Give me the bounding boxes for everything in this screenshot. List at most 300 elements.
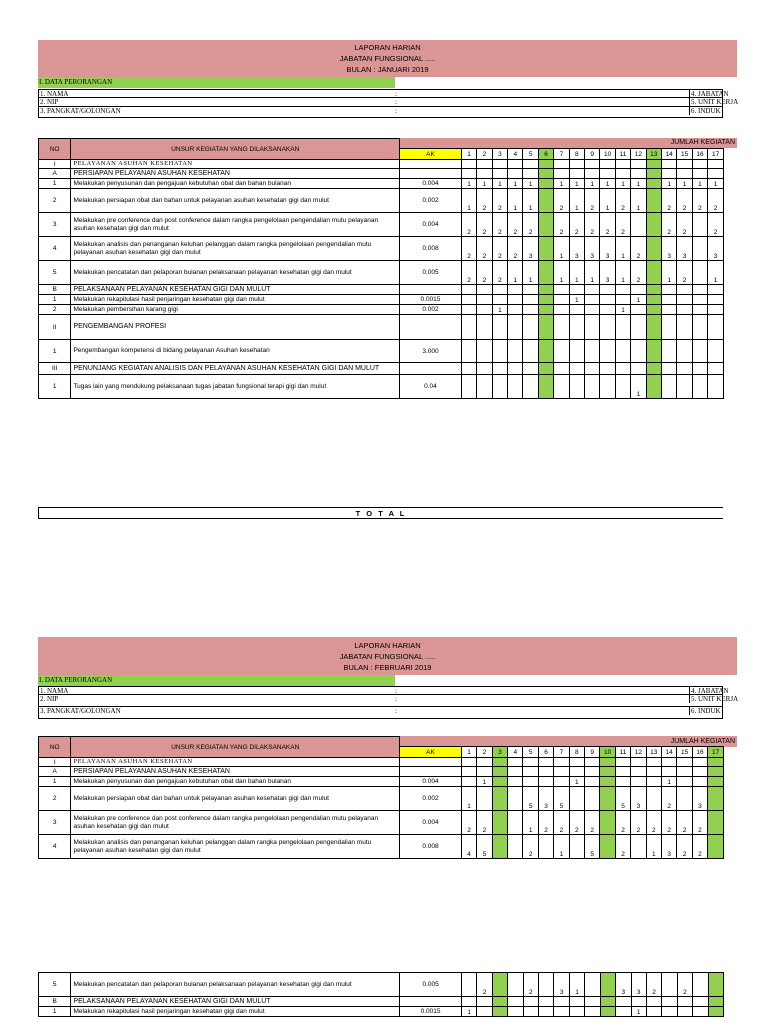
day-count-cell[interactable]: 1 xyxy=(554,237,569,261)
day-count-cell[interactable] xyxy=(523,758,538,767)
day-count-cell[interactable] xyxy=(492,997,507,1007)
day-count-cell[interactable] xyxy=(554,1007,569,1017)
day-count-cell[interactable] xyxy=(462,973,477,997)
day-count-cell[interactable] xyxy=(492,835,507,859)
day-count-cell[interactable]: 1 xyxy=(508,179,523,189)
day-count-cell[interactable]: 1 xyxy=(523,189,538,213)
day-count-cell[interactable]: 1 xyxy=(631,179,646,189)
day-count-cell[interactable] xyxy=(631,213,646,237)
day-count-cell[interactable] xyxy=(615,285,630,295)
day-count-cell[interactable] xyxy=(692,777,707,787)
day-count-cell[interactable] xyxy=(492,777,507,787)
day-count-cell[interactable]: 4 xyxy=(461,835,476,859)
day-count-cell[interactable] xyxy=(585,787,600,811)
day-count-cell[interactable]: 3 xyxy=(554,973,569,997)
day-count-cell[interactable] xyxy=(477,305,492,315)
day-count-cell[interactable] xyxy=(692,295,707,305)
day-count-cell[interactable]: 1 xyxy=(661,179,676,189)
day-count-cell[interactable]: 1 xyxy=(615,179,630,189)
day-count-cell[interactable]: 2 xyxy=(508,213,523,237)
day-count-cell[interactable] xyxy=(461,305,476,315)
day-count-cell[interactable] xyxy=(708,777,724,787)
day-count-cell[interactable]: 1 xyxy=(677,179,692,189)
day-count-cell[interactable] xyxy=(600,787,615,811)
day-count-cell[interactable] xyxy=(677,777,692,787)
day-count-cell[interactable] xyxy=(646,767,661,777)
day-count-cell[interactable]: 2 xyxy=(661,213,676,237)
day-count-cell[interactable] xyxy=(708,375,724,399)
day-count-cell[interactable] xyxy=(477,169,492,179)
day-count-cell[interactable] xyxy=(477,1007,492,1017)
day-count-cell[interactable] xyxy=(538,261,553,285)
day-count-cell[interactable]: 2 xyxy=(677,213,692,237)
day-count-cell[interactable]: 2 xyxy=(569,213,584,237)
day-count-cell[interactable] xyxy=(615,758,630,767)
day-count-cell[interactable] xyxy=(569,305,584,315)
day-count-cell[interactable] xyxy=(461,777,476,787)
day-count-cell[interactable] xyxy=(508,169,523,179)
day-count-cell[interactable]: 3 xyxy=(677,237,692,261)
day-count-cell[interactable] xyxy=(677,285,692,295)
day-count-cell[interactable] xyxy=(569,169,584,179)
day-count-cell[interactable] xyxy=(708,169,724,179)
day-count-cell[interactable] xyxy=(523,295,538,305)
day-count-cell[interactable] xyxy=(646,787,661,811)
day-count-cell[interactable] xyxy=(477,767,492,777)
day-count-cell[interactable] xyxy=(677,305,692,315)
day-count-cell[interactable]: 2 xyxy=(554,189,569,213)
day-count-cell[interactable] xyxy=(631,758,646,767)
day-count-cell[interactable]: 1 xyxy=(461,189,476,213)
day-count-cell[interactable] xyxy=(569,835,584,859)
day-count-cell[interactable] xyxy=(477,375,492,399)
day-count-cell[interactable] xyxy=(461,160,476,169)
day-count-cell[interactable] xyxy=(631,169,646,179)
day-count-cell[interactable] xyxy=(569,375,584,399)
day-count-cell[interactable] xyxy=(693,973,708,997)
day-count-cell[interactable] xyxy=(646,179,661,189)
day-count-cell[interactable]: 2 xyxy=(615,189,630,213)
day-count-cell[interactable]: 2 xyxy=(508,237,523,261)
day-count-cell[interactable] xyxy=(538,179,553,189)
day-count-cell[interactable] xyxy=(600,305,615,315)
day-count-cell[interactable] xyxy=(492,285,507,295)
day-count-cell[interactable]: 2 xyxy=(492,261,507,285)
day-count-cell[interactable] xyxy=(661,758,676,767)
day-count-cell[interactable] xyxy=(692,767,707,777)
day-count-cell[interactable] xyxy=(615,375,630,399)
day-count-cell[interactable] xyxy=(600,835,615,859)
day-count-cell[interactable] xyxy=(569,315,584,340)
day-count-cell[interactable]: 1 xyxy=(585,261,600,285)
day-count-cell[interactable] xyxy=(708,295,724,305)
day-count-cell[interactable] xyxy=(508,767,523,777)
day-count-cell[interactable]: 2 xyxy=(585,213,600,237)
day-count-cell[interactable]: 1 xyxy=(492,179,507,189)
day-count-cell[interactable] xyxy=(523,363,538,375)
day-count-cell[interactable] xyxy=(508,315,523,340)
day-count-cell[interactable]: 2 xyxy=(538,811,553,835)
day-count-cell[interactable] xyxy=(692,213,707,237)
day-count-cell[interactable]: 1 xyxy=(631,189,646,213)
day-count-cell[interactable] xyxy=(646,285,661,295)
day-count-cell[interactable] xyxy=(477,295,492,305)
day-count-cell[interactable]: 2 xyxy=(585,189,600,213)
day-count-cell[interactable]: 2 xyxy=(492,189,507,213)
day-count-cell[interactable] xyxy=(492,363,507,375)
day-count-cell[interactable]: 2 xyxy=(677,835,692,859)
day-count-cell[interactable]: 1 xyxy=(569,295,584,305)
day-count-cell[interactable]: 2 xyxy=(677,811,692,835)
day-count-cell[interactable] xyxy=(708,767,724,777)
day-count-cell[interactable]: 1 xyxy=(692,179,707,189)
day-count-cell[interactable] xyxy=(538,285,553,295)
day-count-cell[interactable] xyxy=(646,375,661,399)
day-count-cell[interactable] xyxy=(538,295,553,305)
day-count-cell[interactable]: 1 xyxy=(631,295,646,305)
day-count-cell[interactable]: 1 xyxy=(631,1007,646,1017)
day-count-cell[interactable] xyxy=(569,340,584,363)
day-count-cell[interactable] xyxy=(692,285,707,295)
day-count-cell[interactable]: 2 xyxy=(661,811,676,835)
day-count-cell[interactable] xyxy=(508,285,523,295)
day-count-cell[interactable]: 2 xyxy=(600,213,615,237)
day-count-cell[interactable]: 2 xyxy=(523,835,538,859)
day-count-cell[interactable] xyxy=(554,295,569,305)
day-count-cell[interactable] xyxy=(569,997,584,1007)
day-count-cell[interactable] xyxy=(523,160,538,169)
day-count-cell[interactable] xyxy=(523,285,538,295)
day-count-cell[interactable] xyxy=(600,285,615,295)
day-count-cell[interactable] xyxy=(708,315,724,340)
day-count-cell[interactable] xyxy=(646,295,661,305)
day-count-cell[interactable] xyxy=(677,997,692,1007)
day-count-cell[interactable]: 1 xyxy=(708,261,724,285)
day-count-cell[interactable] xyxy=(461,340,476,363)
day-count-cell[interactable]: 3 xyxy=(661,835,676,859)
day-count-cell[interactable] xyxy=(661,305,676,315)
day-count-cell[interactable] xyxy=(569,767,584,777)
day-count-cell[interactable] xyxy=(538,835,553,859)
day-count-cell[interactable]: 2 xyxy=(477,973,492,997)
day-count-cell[interactable]: 1 xyxy=(508,261,523,285)
day-count-cell[interactable]: 2 xyxy=(661,787,676,811)
day-count-cell[interactable] xyxy=(708,758,724,767)
day-count-cell[interactable] xyxy=(554,340,569,363)
day-count-cell[interactable]: 1 xyxy=(554,179,569,189)
day-count-cell[interactable]: 1 xyxy=(661,777,676,787)
day-count-cell[interactable] xyxy=(600,169,615,179)
day-count-cell[interactable] xyxy=(508,758,523,767)
day-count-cell[interactable] xyxy=(508,363,523,375)
day-count-cell[interactable] xyxy=(492,315,507,340)
day-count-cell[interactable]: 2 xyxy=(461,261,476,285)
day-count-cell[interactable]: 2 xyxy=(615,835,630,859)
day-count-cell[interactable] xyxy=(646,758,661,767)
day-count-cell[interactable] xyxy=(631,160,646,169)
day-count-cell[interactable] xyxy=(708,997,723,1007)
day-count-cell[interactable] xyxy=(708,1007,723,1017)
day-count-cell[interactable] xyxy=(661,375,676,399)
day-count-cell[interactable]: 1 xyxy=(554,835,569,859)
day-count-cell[interactable] xyxy=(677,758,692,767)
day-count-cell[interactable] xyxy=(646,169,661,179)
day-count-cell[interactable] xyxy=(554,160,569,169)
day-count-cell[interactable] xyxy=(631,340,646,363)
day-count-cell[interactable] xyxy=(554,285,569,295)
day-count-cell[interactable]: 2 xyxy=(461,237,476,261)
day-count-cell[interactable]: 5 xyxy=(615,787,630,811)
day-count-cell[interactable] xyxy=(508,160,523,169)
day-count-cell[interactable] xyxy=(508,340,523,363)
day-count-cell[interactable] xyxy=(538,213,553,237)
day-count-cell[interactable] xyxy=(600,767,615,777)
day-count-cell[interactable] xyxy=(646,997,661,1007)
day-count-cell[interactable]: 2 xyxy=(492,213,507,237)
day-count-cell[interactable] xyxy=(661,363,676,375)
day-count-cell[interactable] xyxy=(461,767,476,777)
day-count-cell[interactable] xyxy=(708,340,724,363)
day-count-cell[interactable]: 2 xyxy=(477,213,492,237)
day-count-cell[interactable] xyxy=(585,295,600,305)
day-count-cell[interactable] xyxy=(677,169,692,179)
day-count-cell[interactable] xyxy=(508,305,523,315)
day-count-cell[interactable] xyxy=(677,340,692,363)
day-count-cell[interactable]: 3 xyxy=(631,787,646,811)
day-count-cell[interactable] xyxy=(615,315,630,340)
day-count-cell[interactable] xyxy=(554,363,569,375)
day-count-cell[interactable] xyxy=(477,340,492,363)
day-count-cell[interactable] xyxy=(461,169,476,179)
day-count-cell[interactable] xyxy=(646,340,661,363)
day-count-cell[interactable]: 1 xyxy=(600,179,615,189)
day-count-cell[interactable] xyxy=(646,1007,661,1017)
day-count-cell[interactable] xyxy=(631,315,646,340)
day-count-cell[interactable]: 1 xyxy=(554,261,569,285)
day-count-cell[interactable]: 3 xyxy=(600,261,615,285)
day-count-cell[interactable] xyxy=(585,305,600,315)
day-count-cell[interactable] xyxy=(585,777,600,787)
day-count-cell[interactable] xyxy=(693,997,708,1007)
day-count-cell[interactable] xyxy=(538,767,553,777)
day-count-cell[interactable] xyxy=(523,340,538,363)
day-count-cell[interactable] xyxy=(600,1007,615,1017)
day-count-cell[interactable] xyxy=(585,363,600,375)
day-count-cell[interactable]: 2 xyxy=(677,261,692,285)
day-count-cell[interactable]: 1 xyxy=(615,237,630,261)
day-count-cell[interactable] xyxy=(661,169,676,179)
day-count-cell[interactable] xyxy=(523,315,538,340)
day-count-cell[interactable]: 2 xyxy=(708,189,724,213)
day-count-cell[interactable] xyxy=(708,811,724,835)
day-count-cell[interactable] xyxy=(692,375,707,399)
day-count-cell[interactable] xyxy=(554,315,569,340)
day-count-cell[interactable] xyxy=(646,315,661,340)
day-count-cell[interactable] xyxy=(538,363,553,375)
day-count-cell[interactable]: 1 xyxy=(569,973,584,997)
day-count-cell[interactable]: 2 xyxy=(523,973,538,997)
day-count-cell[interactable] xyxy=(615,169,630,179)
day-count-cell[interactable] xyxy=(554,375,569,399)
day-count-cell[interactable] xyxy=(477,758,492,767)
day-count-cell[interactable]: 5 xyxy=(523,787,538,811)
day-count-cell[interactable] xyxy=(492,767,507,777)
day-count-cell[interactable] xyxy=(615,340,630,363)
day-count-cell[interactable] xyxy=(600,315,615,340)
day-count-cell[interactable]: 1 xyxy=(523,179,538,189)
day-count-cell[interactable]: 2 xyxy=(523,213,538,237)
day-count-cell[interactable] xyxy=(646,213,661,237)
day-count-cell[interactable] xyxy=(661,295,676,305)
day-count-cell[interactable]: 1 xyxy=(461,179,476,189)
day-count-cell[interactable]: 2 xyxy=(631,261,646,285)
day-count-cell[interactable] xyxy=(585,375,600,399)
day-count-cell[interactable] xyxy=(538,189,553,213)
day-count-cell[interactable] xyxy=(615,767,630,777)
day-count-cell[interactable] xyxy=(677,1007,692,1017)
day-count-cell[interactable] xyxy=(492,811,507,835)
day-count-cell[interactable]: 2 xyxy=(692,811,707,835)
day-count-cell[interactable] xyxy=(646,363,661,375)
day-count-cell[interactable] xyxy=(646,237,661,261)
day-count-cell[interactable] xyxy=(461,315,476,340)
day-count-cell[interactable]: 1 xyxy=(569,261,584,285)
day-count-cell[interactable]: 1 xyxy=(615,261,630,285)
day-count-cell[interactable] xyxy=(600,340,615,363)
day-count-cell[interactable]: 5 xyxy=(585,835,600,859)
day-count-cell[interactable] xyxy=(461,285,476,295)
day-count-cell[interactable]: 3 xyxy=(616,973,631,997)
day-count-cell[interactable]: 5 xyxy=(554,787,569,811)
day-count-cell[interactable] xyxy=(692,315,707,340)
day-count-cell[interactable]: 1 xyxy=(569,179,584,189)
day-count-cell[interactable] xyxy=(569,285,584,295)
day-count-cell[interactable] xyxy=(585,160,600,169)
day-count-cell[interactable] xyxy=(523,777,538,787)
day-count-cell[interactable] xyxy=(554,767,569,777)
day-count-cell[interactable] xyxy=(508,835,523,859)
day-count-cell[interactable] xyxy=(661,767,676,777)
day-count-cell[interactable] xyxy=(693,1007,708,1017)
day-count-cell[interactable] xyxy=(554,777,569,787)
day-count-cell[interactable] xyxy=(508,997,523,1007)
day-count-cell[interactable] xyxy=(461,363,476,375)
day-count-cell[interactable] xyxy=(569,758,584,767)
day-count-cell[interactable] xyxy=(492,758,507,767)
day-count-cell[interactable]: 2 xyxy=(554,811,569,835)
day-count-cell[interactable] xyxy=(585,758,600,767)
day-count-cell[interactable] xyxy=(661,285,676,295)
day-count-cell[interactable]: 1 xyxy=(462,1007,477,1017)
day-count-cell[interactable] xyxy=(616,1007,631,1017)
day-count-cell[interactable] xyxy=(538,315,553,340)
day-count-cell[interactable] xyxy=(631,363,646,375)
day-count-cell[interactable] xyxy=(600,375,615,399)
day-count-cell[interactable] xyxy=(600,160,615,169)
day-count-cell[interactable]: 1 xyxy=(508,189,523,213)
day-count-cell[interactable] xyxy=(461,758,476,767)
day-count-cell[interactable] xyxy=(692,261,707,285)
day-count-cell[interactable] xyxy=(615,160,630,169)
day-count-cell[interactable] xyxy=(585,285,600,295)
day-count-cell[interactable] xyxy=(600,997,615,1007)
day-count-cell[interactable] xyxy=(585,1007,600,1017)
day-count-cell[interactable]: 2 xyxy=(585,811,600,835)
day-count-cell[interactable] xyxy=(477,285,492,295)
day-count-cell[interactable]: 1 xyxy=(569,777,584,787)
day-count-cell[interactable]: 3 xyxy=(600,237,615,261)
day-count-cell[interactable]: 2 xyxy=(461,811,476,835)
day-count-cell[interactable] xyxy=(477,315,492,340)
day-count-cell[interactable] xyxy=(508,787,523,811)
day-count-cell[interactable] xyxy=(523,375,538,399)
day-count-cell[interactable]: 1 xyxy=(585,179,600,189)
day-count-cell[interactable] xyxy=(477,160,492,169)
day-count-cell[interactable] xyxy=(508,375,523,399)
day-count-cell[interactable] xyxy=(677,160,692,169)
day-count-cell[interactable]: 3 xyxy=(585,237,600,261)
day-count-cell[interactable]: 1 xyxy=(523,811,538,835)
day-count-cell[interactable] xyxy=(538,375,553,399)
day-count-cell[interactable] xyxy=(523,169,538,179)
day-count-cell[interactable]: 2 xyxy=(646,973,661,997)
day-count-cell[interactable]: 2 xyxy=(646,811,661,835)
day-count-cell[interactable] xyxy=(477,997,492,1007)
day-count-cell[interactable] xyxy=(661,315,676,340)
day-count-cell[interactable]: 1 xyxy=(661,261,676,285)
day-count-cell[interactable] xyxy=(554,758,569,767)
day-count-cell[interactable] xyxy=(615,295,630,305)
day-count-cell[interactable] xyxy=(538,169,553,179)
day-count-cell[interactable] xyxy=(585,997,600,1007)
day-count-cell[interactable] xyxy=(585,767,600,777)
day-count-cell[interactable] xyxy=(600,811,615,835)
day-count-cell[interactable]: 1 xyxy=(523,261,538,285)
day-count-cell[interactable]: 2 xyxy=(677,189,692,213)
day-count-cell[interactable] xyxy=(646,261,661,285)
day-count-cell[interactable]: 2 xyxy=(677,973,692,997)
day-count-cell[interactable] xyxy=(708,285,724,295)
day-count-cell[interactable] xyxy=(677,787,692,811)
day-count-cell[interactable] xyxy=(708,835,724,859)
day-count-cell[interactable]: 2 xyxy=(661,189,676,213)
day-count-cell[interactable] xyxy=(692,169,707,179)
day-count-cell[interactable]: 1 xyxy=(615,305,630,315)
day-count-cell[interactable]: 3 xyxy=(661,237,676,261)
day-count-cell[interactable] xyxy=(677,767,692,777)
day-count-cell[interactable] xyxy=(616,997,631,1007)
day-count-cell[interactable]: 2 xyxy=(461,213,476,237)
day-count-cell[interactable]: 2 xyxy=(477,189,492,213)
day-count-cell[interactable] xyxy=(600,295,615,305)
day-count-cell[interactable] xyxy=(538,340,553,363)
day-count-cell[interactable]: 3 xyxy=(692,787,707,811)
day-count-cell[interactable] xyxy=(492,973,507,997)
day-count-cell[interactable]: 1 xyxy=(492,305,507,315)
day-count-cell[interactable] xyxy=(600,777,615,787)
day-count-cell[interactable] xyxy=(708,160,724,169)
day-count-cell[interactable]: 5 xyxy=(477,835,492,859)
day-count-cell[interactable] xyxy=(692,305,707,315)
day-count-cell[interactable]: 2 xyxy=(615,213,630,237)
day-count-cell[interactable] xyxy=(492,169,507,179)
day-count-cell[interactable] xyxy=(600,758,615,767)
day-count-cell[interactable]: 1 xyxy=(477,179,492,189)
day-count-cell[interactable] xyxy=(708,787,724,811)
day-count-cell[interactable]: 2 xyxy=(492,237,507,261)
day-count-cell[interactable] xyxy=(708,305,724,315)
day-count-cell[interactable] xyxy=(585,340,600,363)
